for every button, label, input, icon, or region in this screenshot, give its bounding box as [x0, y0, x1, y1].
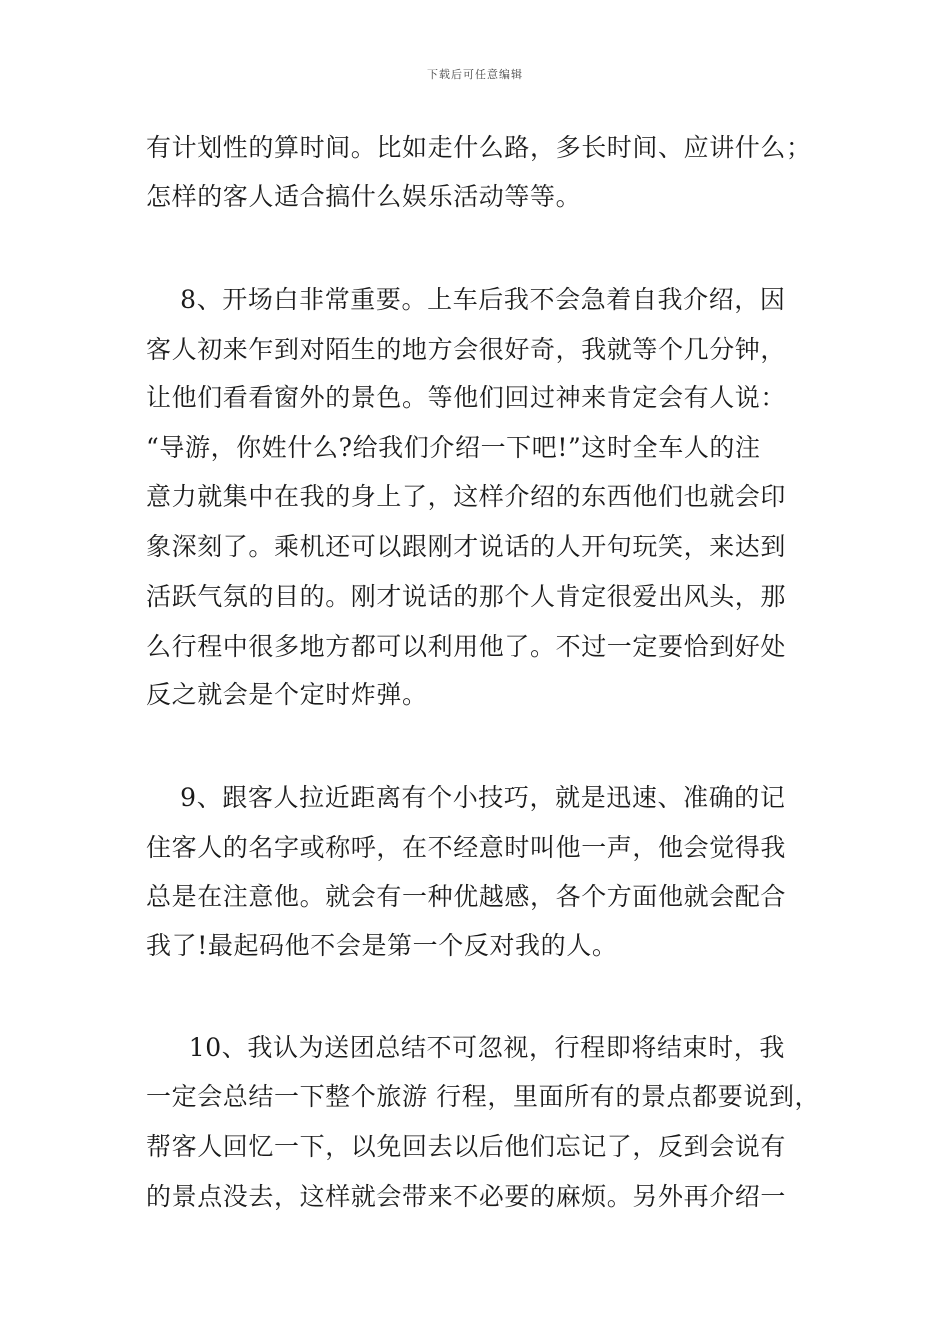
paragraph-3-line-3: 总是在注意他。就会有一种优越感，各个方面他就会配合: [146, 882, 787, 911]
paragraph-3-line-4: 我了!最起码他不会是第一个反对我的人。: [146, 931, 618, 960]
paragraph-2-line-9: 反之就会是个定时炸弹。: [146, 680, 428, 709]
paragraph-4-line-3: 帮客人回忆一下，以免回去以后他们忘记了，反到会说有: [146, 1132, 787, 1161]
paragraph-4-line-1: 10、我认为送团总结不可忽视，行程即将结束时，我: [146, 1033, 785, 1062]
paragraph-1-line-1: 有计划性的算时间。比如走什么路，多长时间、应讲什么；: [146, 133, 812, 162]
paragraph-2-line-6: 象深刻了。乘机还可以跟刚才说话的人开句玩笑，来达到: [146, 532, 787, 561]
paragraph-2-line-1: 8、开场白非常重要。上车后我不会急着自我介绍，因: [146, 285, 786, 314]
paragraph-3-line-1: 9、跟客人拉近距离有个小技巧，就是迅速、准确的记: [146, 783, 786, 812]
paragraph-2-line-3: 让他们看看窗外的景色。等他们回过神来肯定会有人说：: [146, 383, 787, 412]
paragraph-2-line-5: 意力就集中在我的身上了，这样介绍的东西他们也就会印: [146, 482, 787, 511]
paragraph-4-line-4: 的景点没去，这样就会带来不必要的麻烦。另外再介绍一: [146, 1182, 787, 1211]
paragraph-1-line-2: 怎样的客人适合搞什么娱乐活动等等。: [146, 182, 582, 211]
paragraph-4-line-2: 一定会总结一下整个旅游 行程，里面所有的景点都要说到，: [146, 1082, 821, 1111]
paragraph-2-line-7: 活跃气氛的目的。刚才说话的那个人肯定很爱出风头，那: [146, 582, 787, 611]
paragraph-3-line-2: 住客人的名字或称呼，在不经意时叫他一声，他会觉得我: [146, 833, 787, 862]
paragraph-2-line-4: “导游，你姓什么?给我们介绍一下吧!”这时全车人的注: [146, 433, 761, 462]
page-header: 下载后可任意编辑: [427, 68, 523, 81]
paragraph-2-line-8: 么行程中很多地方都可以利用他了。不过一定要恰到好处: [146, 632, 787, 661]
paragraph-2-line-2: 客人初来乍到对陌生的地方会很好奇，我就等个几分钟，: [146, 335, 787, 364]
